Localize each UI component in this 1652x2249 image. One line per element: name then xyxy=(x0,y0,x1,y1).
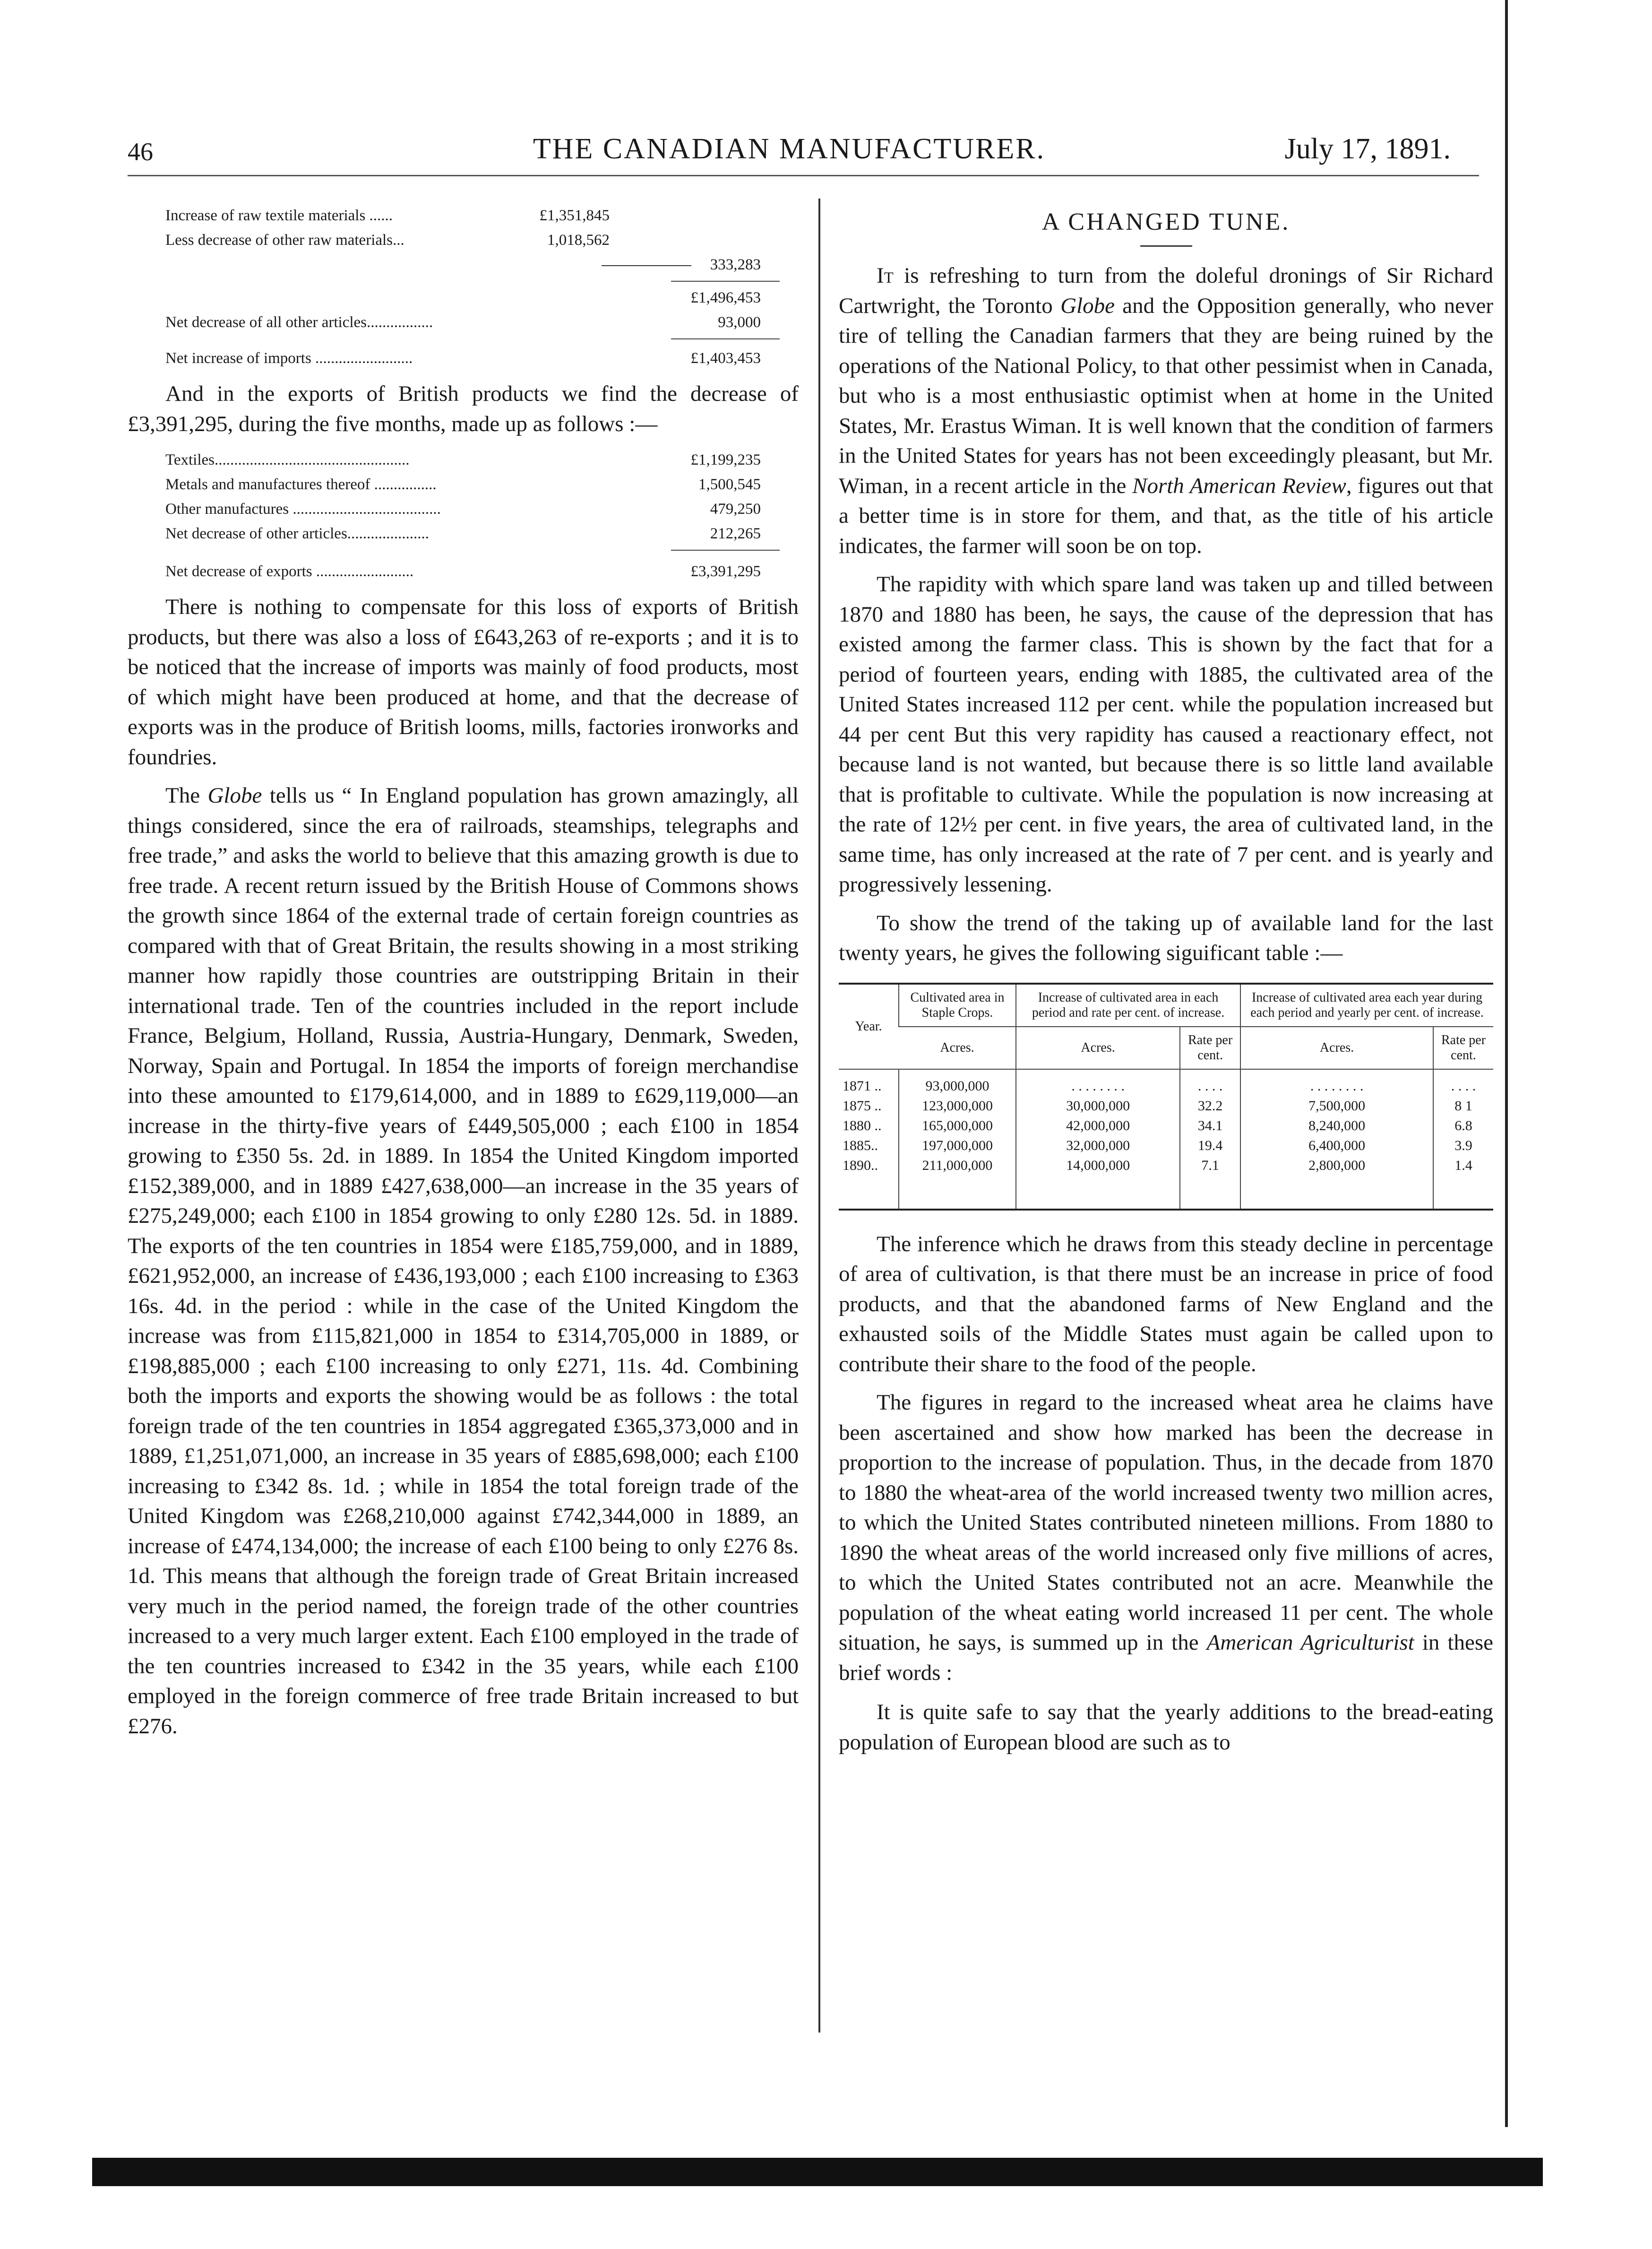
paragraph: The figures in regard to the increased wheat area he claims have been ascertained and show how marked has been the decrease in proportion to the increase of population. Thus, in the decade from 1870 to 1880 the wheat-area of the world increased twenty two million acres, to which the United States contributed nineteen millions. From 1880 to 1890 the wheat areas of the world increased only five millions of acres, to which the United States contributed not an acre. Meanwhile the population of the wheat eating world increased 11 per cent. The whole situation, he says, is summed up in the American Agriculturist in these brief words : xyxy=(839,1390,1493,1685)
paragraph: The Globe tells us “ In England population has grown amazingly, all things considered, since the era of railroads, steamships, telegraphs and free trade,” and asks the world to believe that this amazing growth is due to free trade. A recent return issued by the British House of Commons shows the growth since 1864 of the external trade of certain foreign countries as compared with that of Great Britain, the results showing in a most striking manner how rapidly those countries are outstripping Britain in their international trade. Ten of the countries included in the report include France, Belgium, Holland, Russia, Austria-Hungary, Denmark, Sweden, Norway, Spain and Portugal. In 1854 the imports of foreign merchandise into these amounted to £179,614,000, and in 1889 to £629,119,000—an increase in the thirty-five years of £449,505,000 ; each £100 in 1854 growing to £350 5s. 2d. in 1889. In 1854 the United Kingdom imported £152,389,000, and in 1889 £427,638,000—an increase in the 35 years of £275,249,000; each £100 in 1854 growing to only £280 12s. 5d. in 1889. The exports of the ten countries in 1854 were £185,759,000, and in 1889, £621,952,000, an increase of £436,193,000 ; each £100 increasing to £363 16s. 4d. in the period : while in the case of the United Kingdom the increase was from £115,821,000 in 1854 to £314,705,000 in 1889, or £198,885,000 ; each £100 increasing to only £271, 11s. 4d. Combining both the imports and exports the showing would be as follows : the total foreign trade of the ten countries in 1854 aggregated £365,373,000 and in 1889, £1,251,071,000, an increase in 35 years of £885,698,000; each £100 increasing to £342 8s. 1d. ; while in 1854 the total foreign trade of the United Kingdom was £268,210,000 against £742,344,000 in 1889, an increase of £474,134,000; the increase of each £100 being to only £276 8s. 1d. This means that although the foreign trade of Great Britain increased very much in the period named, the foreign trade of the other countries increased to a very much larger extent. Each £100 employed in the trade of the ten countries increased to £342 in the 35 years, while each £100 employed in the foreign commerce of free trade Britain increased to but £276. xyxy=(128,783,799,1739)
quoted-paragraph: It is quite safe to say that the yearly additions to the bread-eating population of European blood are such as to xyxy=(839,1700,1493,1755)
table-row: 1871 .. 93,000,000 . . . . . . . . . . . . . . . . . . . . . . . . xyxy=(839,1069,1493,1096)
ledger-row: Less decrease of other raw materials... 1,018,562 xyxy=(165,232,610,249)
page-header xyxy=(128,118,1451,184)
newspaper-title: THE CANADIAN MANUFACTURER. xyxy=(533,133,1046,165)
paragraph: It is refreshing to turn from the doleful dronings of Sir Richard Cartwright, the Toronto Globe and the Opposition generally, who never tire of telling the Canadian farmers that they are being ruined by the operations of the National Policy, to that other pessimist when in Canada, but who is a most enthusiastic optimist when at home in the United States, Mr. Erastus Wiman. It is well known that the condition of farmers in the United States for years has not been exceedingly pleasant, but Mr. Wiman, in a recent article in the North American Review, figures out that a better time is in store for them, and that, as the title of his article indicates, the farmer will soon be on top. xyxy=(839,263,1493,558)
table-header: Year. xyxy=(839,984,899,1069)
imports-ledger xyxy=(128,203,799,371)
table-subheader: Acres. xyxy=(1016,1027,1180,1069)
issue-date: July 17, 1891. xyxy=(1284,133,1451,165)
paragraph: There is nothing to compensate for this loss of exports of British products, but there was also a loss of £643,263 of re-exports ; and it is to be noticed that the increase of imports was mainly of food products, most of which might have been produced at home, and that the decrease of exports was in the produce of British looms, mills, factories ironworks and foundries. xyxy=(128,595,799,770)
column-divider xyxy=(818,199,820,2033)
ledger-net-row: Net increase of imports ......................... £1,403,453 xyxy=(165,350,761,367)
bottom-scan-bar xyxy=(92,2158,1543,2186)
table-row: 1890.. 211,000,000 14,000,000 7.1 2,800,000 1.4 xyxy=(839,1156,1493,1210)
table-subheader: Rate per cent. xyxy=(1180,1027,1240,1069)
table-subheader: Acres. xyxy=(899,1027,1016,1069)
ledger-net-row: Net decrease of exports ......................... £3,391,295 xyxy=(165,563,761,580)
paragraph: And in the exports of British products we find the decrease of £3,391,295, during the five months, made up as follows :— xyxy=(128,381,799,436)
page-number: 46 xyxy=(128,138,153,166)
ledger-row: Metals and manufactures thereof ................ 1,500,545 xyxy=(165,476,761,493)
page-edge-line xyxy=(1505,0,1508,2127)
table-header: Increase of cultivated area in each period and rate per cent. of increase. xyxy=(1016,984,1240,1027)
paragraph: The inference which he draws from this steady decline in percentage of area of cultivation, is that there must be an increase in price of food products, and that the abandoned farms of New England and the exhausted soils of the Middle States must again be called upon to contribute their share to the food of the people. xyxy=(839,1231,1493,1376)
title-rule xyxy=(1140,245,1192,247)
table-header: Increase of cultivated area each year during each period and yearly per cent. of increase. xyxy=(1240,984,1493,1027)
right-column xyxy=(839,203,1493,1766)
left-column xyxy=(128,203,799,1750)
ledger-row: Net decrease of all other articles................. 93,000 xyxy=(165,314,761,331)
table-header: Cultivated area in Staple Crops. xyxy=(899,984,1016,1027)
ledger-row: Net decrease of other articles..................... 212,265 xyxy=(165,525,761,542)
header-rule xyxy=(128,175,1479,176)
exports-ledger xyxy=(128,448,799,584)
paragraph: To show the trend of the taking up of available land for the last twenty years, he gives the following siguificant table :— xyxy=(839,910,1493,965)
ledger-row: Textiles.................................................. £1,199,235 xyxy=(165,451,761,468)
table-subheader: Rate per cent. xyxy=(1433,1027,1493,1069)
table-row: 1875 .. 123,000,000 30,000,000 32.2 7,500,000 8 1 xyxy=(839,1096,1493,1116)
ledger-row: Increase of raw textile materials ...... £1,351,845 xyxy=(165,207,610,224)
article-title: A CHANGED TUNE. xyxy=(1041,208,1291,235)
ledger-row: Other manufactures ...................................... 479,250 xyxy=(165,501,761,518)
table-row: 1880 .. 165,000,000 42,000,000 34.1 8,240,000 6.8 xyxy=(839,1116,1493,1136)
paragraph: The rapidity with which spare land was taken up and tilled between 1870 and 1880 has been, he says, the cause of the depression that has existed among the farmer class. This is shown by the fact that for a period of fourteen years, ending with 1885, the cultivated area of the United States increased 112 per cent. while the population increased but 44 per cent But this very rapidity has caused a reactionary effect, not because land is not wanted, but because there is so little land available that is profitable to cultivate. While the population is now increasing at the rate of 12½ per cent. in five years, the area of cultivated land, in the same time, has only increased at the rate of 7 per cent. and is yearly and progressively lessening. xyxy=(839,572,1493,897)
table-subheader: Acres. xyxy=(1240,1027,1433,1069)
table-row: 1885.. 197,000,000 32,000,000 19.4 6,400,000 3.9 xyxy=(839,1136,1493,1156)
ledger-subtotal: 333,283 xyxy=(128,252,799,277)
cultivated-area-table xyxy=(839,983,1493,1211)
ledger-total: £1,496,453 xyxy=(690,289,761,306)
